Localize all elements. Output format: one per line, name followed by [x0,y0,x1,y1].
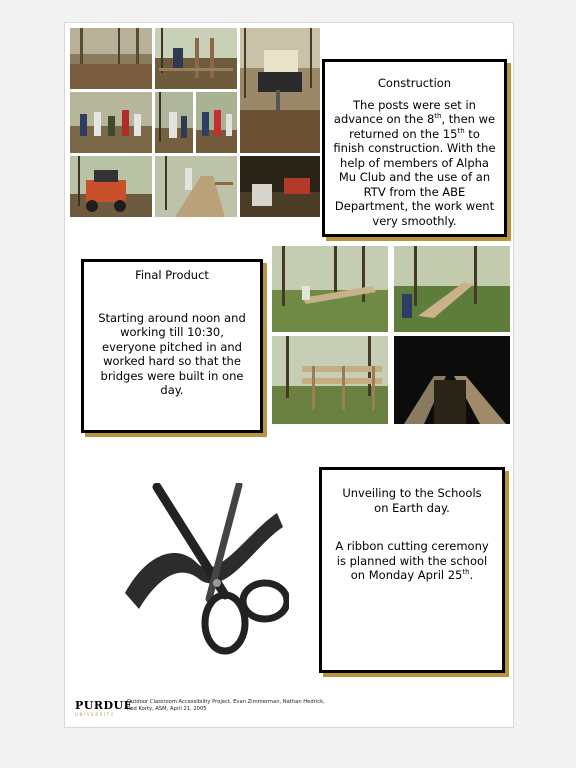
footer-credit-line2: Rod Korty, ASM, April 21, 2005 [127,706,207,712]
construction-photo-posts [154,27,238,90]
bridge-photo-finished [393,245,511,333]
bridge-photo-side [271,335,389,425]
final-product-card [81,259,263,433]
unveiling-card [319,467,505,673]
construction-photo-night-cart [239,155,321,218]
bridge-photo-worker [271,245,389,333]
unveiling-body: A ribbon cutting ceremony is planned with the school on Monday April 25th. [335,539,489,582]
construction-card [322,59,507,237]
bridge-photo-night [393,335,511,425]
construction-photo-group [69,91,153,154]
page-footer [75,697,505,719]
construction-photo-walkway [154,155,238,218]
purdue-logo-subtitle: UNIVERSITY [75,712,115,717]
footer-credit-line1: Outdoor Classroom Accessibility Project. Evan Zimmerman, Nathan Hedrick, [127,699,325,705]
final-product-body: Starting around noon and working till 10:30, everyone pitched in and worked hard so that the bridges were built in one day. [98,310,246,397]
unveiling-title-line2: on Earth day. [374,500,450,515]
construction-photo-auger [239,27,321,154]
purdue-logo: PURDUE [75,699,133,712]
final-product-title: Final Product [135,268,209,282]
construction-photo-workers [154,91,194,154]
construction-photo-rtv [69,155,153,218]
construction-title: Construction [377,76,452,90]
construction-photo-team [195,91,238,154]
footer-credit [127,699,325,713]
document-page [64,22,514,728]
construction-body: The posts were set in advance on the 8th, then we returned on the 15th to finish construction. With the help of members of Alpha Mu Club and the use of an RTV from the ABE Department, the work went very smoothly. [333,97,496,228]
scissors-ribbon-clipart [117,483,289,663]
unveiling-title-line1: Unveiling to the Schools [342,486,482,500]
construction-photo-forest-floor [69,27,153,90]
